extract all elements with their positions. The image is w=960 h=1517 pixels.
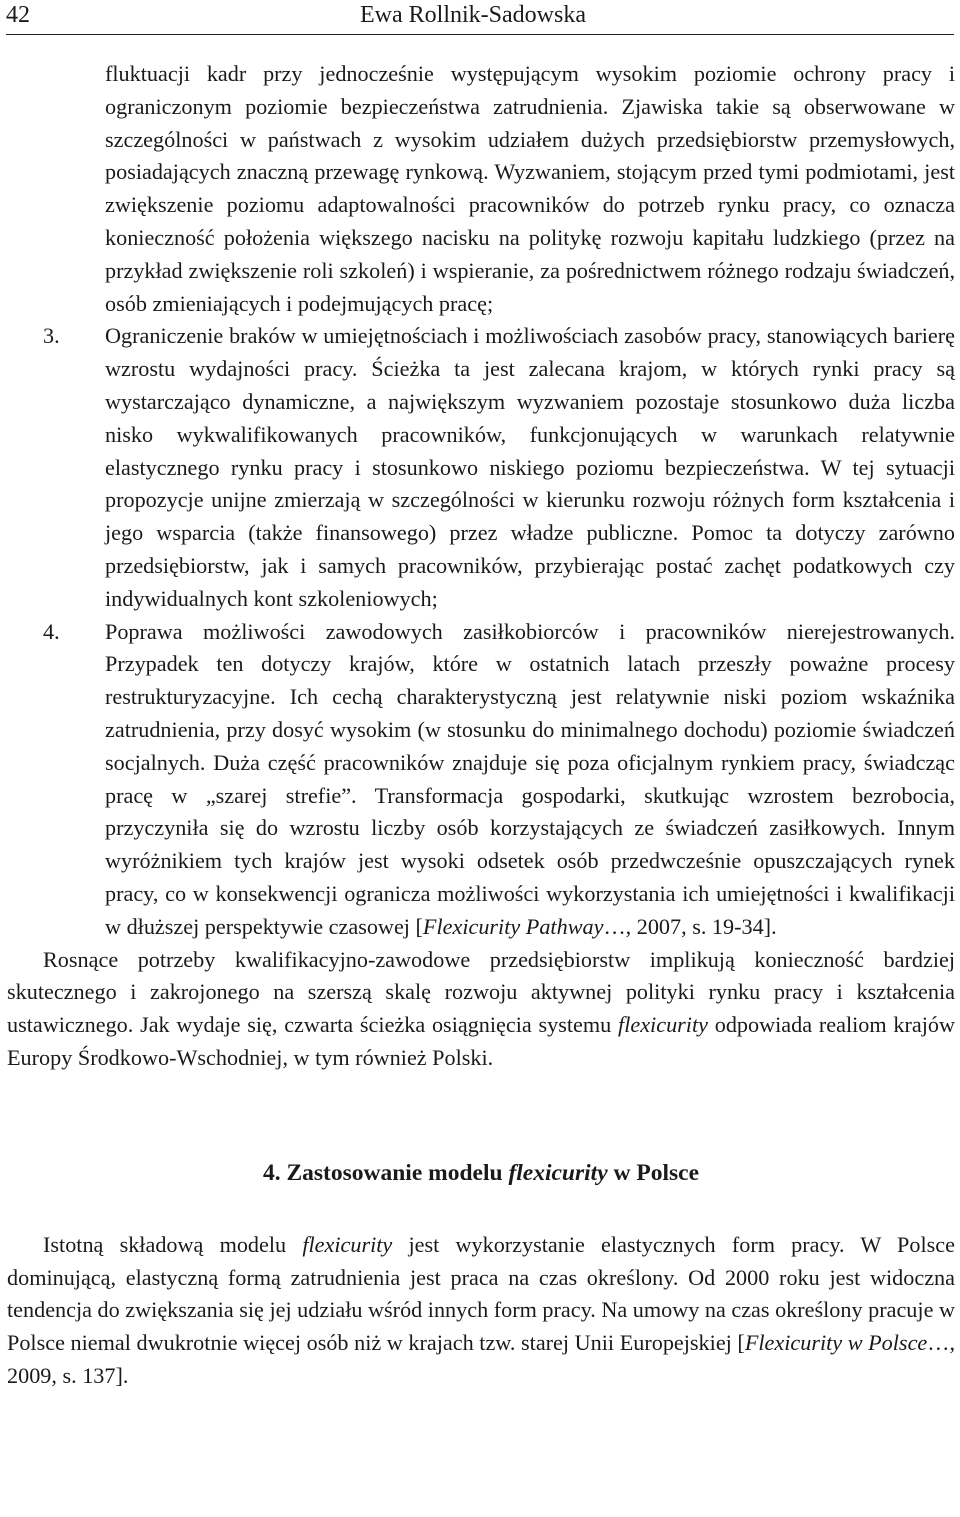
section-heading-term: flexicurity xyxy=(508,1159,608,1186)
italic-term: flexicurity xyxy=(302,1231,393,1257)
paragraph xyxy=(7,944,955,1075)
list-item-text: Poprawa możliwości zawodowych zasiłkobiorców i pracowników nierejestrowanych. Przypadek ten dotyczy krajów, które w ostatnich latach przeszły poważne procesy restrukturyzacyjne. Ich cechą charakterystyczną jest relatywnie niski poziom wskaźnika zatrudnienia, przy dosyć wysokim (w stosunku do minimalnego dochodu) poziomie świadczeń socjalnych. Duża część pracowników znajduje się poza oficjalnym rynkiem pracy, świadcząc pracę w „szarej strefie”. Transformacja gospodarki, skutkując wzrostem bezrobocia, przyczyniła się do wzrostu liczby osób korzystających ze świadczeń zasiłkowych. Innym wyróżnikiem tych krajów jest wysoki odsetek osób przedwcześnie opuszczających rynek pracy, co w konsekwencji ogranicza możliwości wykorzystania ich umiejętności i kwalifikacji w dłuższej perspektywie czasowej [ xyxy=(105,618,955,939)
paragraph xyxy=(7,1229,955,1393)
paragraph-text: jest wykorzystanie elastycznych form pracy. W Polsce dominującą, elastyczną formą zatrudnienia jest praca na czas określony. Od 2000 roku jest widoczna tendencja do zwiększania się jej udziału wśród innych form pracy. Na umowy na czas określony pracuje w Polsce niemal dwukrotnie więcej osób niż w krajach tzw. starej Unii Europejskiej [ xyxy=(7,1231,955,1356)
section-heading xyxy=(7,1157,955,1189)
citation-details: …, 2007, s. 19-34]. xyxy=(603,913,777,939)
section-heading-suffix: w Polsce xyxy=(607,1159,700,1186)
citation-details: …, 2009, s. 137]. xyxy=(7,1330,955,1388)
paragraph-text: odpowiada realiom krajów Europy Środkowo-Wschodniej, w tym również Polski. xyxy=(7,1012,956,1070)
paragraph-text: Rosnące potrzeby kwalifikacyjno-zawodowe przedsiębiorstw implikują konieczność bardziej skutecznego i zakrojonego na szerszą skalę rozwoju aktywnej polityki rynku pracy i kształcenia ustawicznego. Jak wydaje się, czwarta ścieżka osiągnięcia systemu xyxy=(7,946,955,1038)
list-item-3 xyxy=(7,320,955,615)
list-item-4 xyxy=(7,616,955,944)
citation-title: Flexicurity Pathway xyxy=(422,913,604,939)
list-number: 3. xyxy=(43,323,60,349)
italic-term: flexicurity xyxy=(618,1012,708,1038)
list-number: 4. xyxy=(43,618,60,644)
section-heading-prefix: 4. Zastosowanie modelu xyxy=(262,1159,509,1186)
list-item-continuation: fluktuacji kadr przy jednocześnie występującym wysokim poziomie ochrony pracy i ograniczonym poziomie bezpieczeństwa zatrudnienia. Zjawiska takie są obserwowane w szczególności w państwach z wysokim udziałem dużych przedsiębiorstw przemysłowych, posiadających znaczną przewagę rynkową. Wyzwaniem, stojącym przed tymi podmiotami, jest zwiększenie poziomu adaptowalności pracowników do potrzeb rynku pracy, co oznacza konieczność położenia większego nacisku na politykę rozwoju kapitału ludzkiego (przez na przykład zwiększenie roli szkoleń) i wspieranie, za pośrednictwem różnego rodzaju świadczeń, osób zmieniających i podejmujących pracę; xyxy=(105,61,955,316)
header-author: Ewa Rollnik-Sadowska xyxy=(360,2,586,28)
body-text xyxy=(7,58,955,1393)
page-number: 42 xyxy=(6,2,30,28)
running-header xyxy=(6,0,954,35)
citation-title: Flexicurity w Polsce xyxy=(744,1330,928,1356)
list-item-text: Ograniczenie braków w umiejętnościach i możliwościach zasobów pracy, stanowiących barierę wzrostu wydajności pracy. Ścieżka ta jest zalecana krajom, w których rynki pracy są wystarczająco dynamiczne, a największym wyzwaniem pozostaje stosunkowo duża liczba nisko wykwalifikowanych pracowników, funkcjonujących w warunkach relatywnie elastycznego rynku pracy i stosunkowo niskiego poziomu bezpieczeństwa. W tej sytuacji propozycje unijne zmierzają w szczególności w kierunku rozwoju różnych form kształcenia i jego wsparcia (także finansowego) przez władze publiczne. Pomoc ta dotyczy zarówno przedsiębiorstw, jak i samych pracowników, przybierając postać zachęt podatkowych czy indywidualnych kont szkoleniowych; xyxy=(105,323,955,611)
paragraph-text: Istotną składową modelu xyxy=(43,1231,303,1257)
